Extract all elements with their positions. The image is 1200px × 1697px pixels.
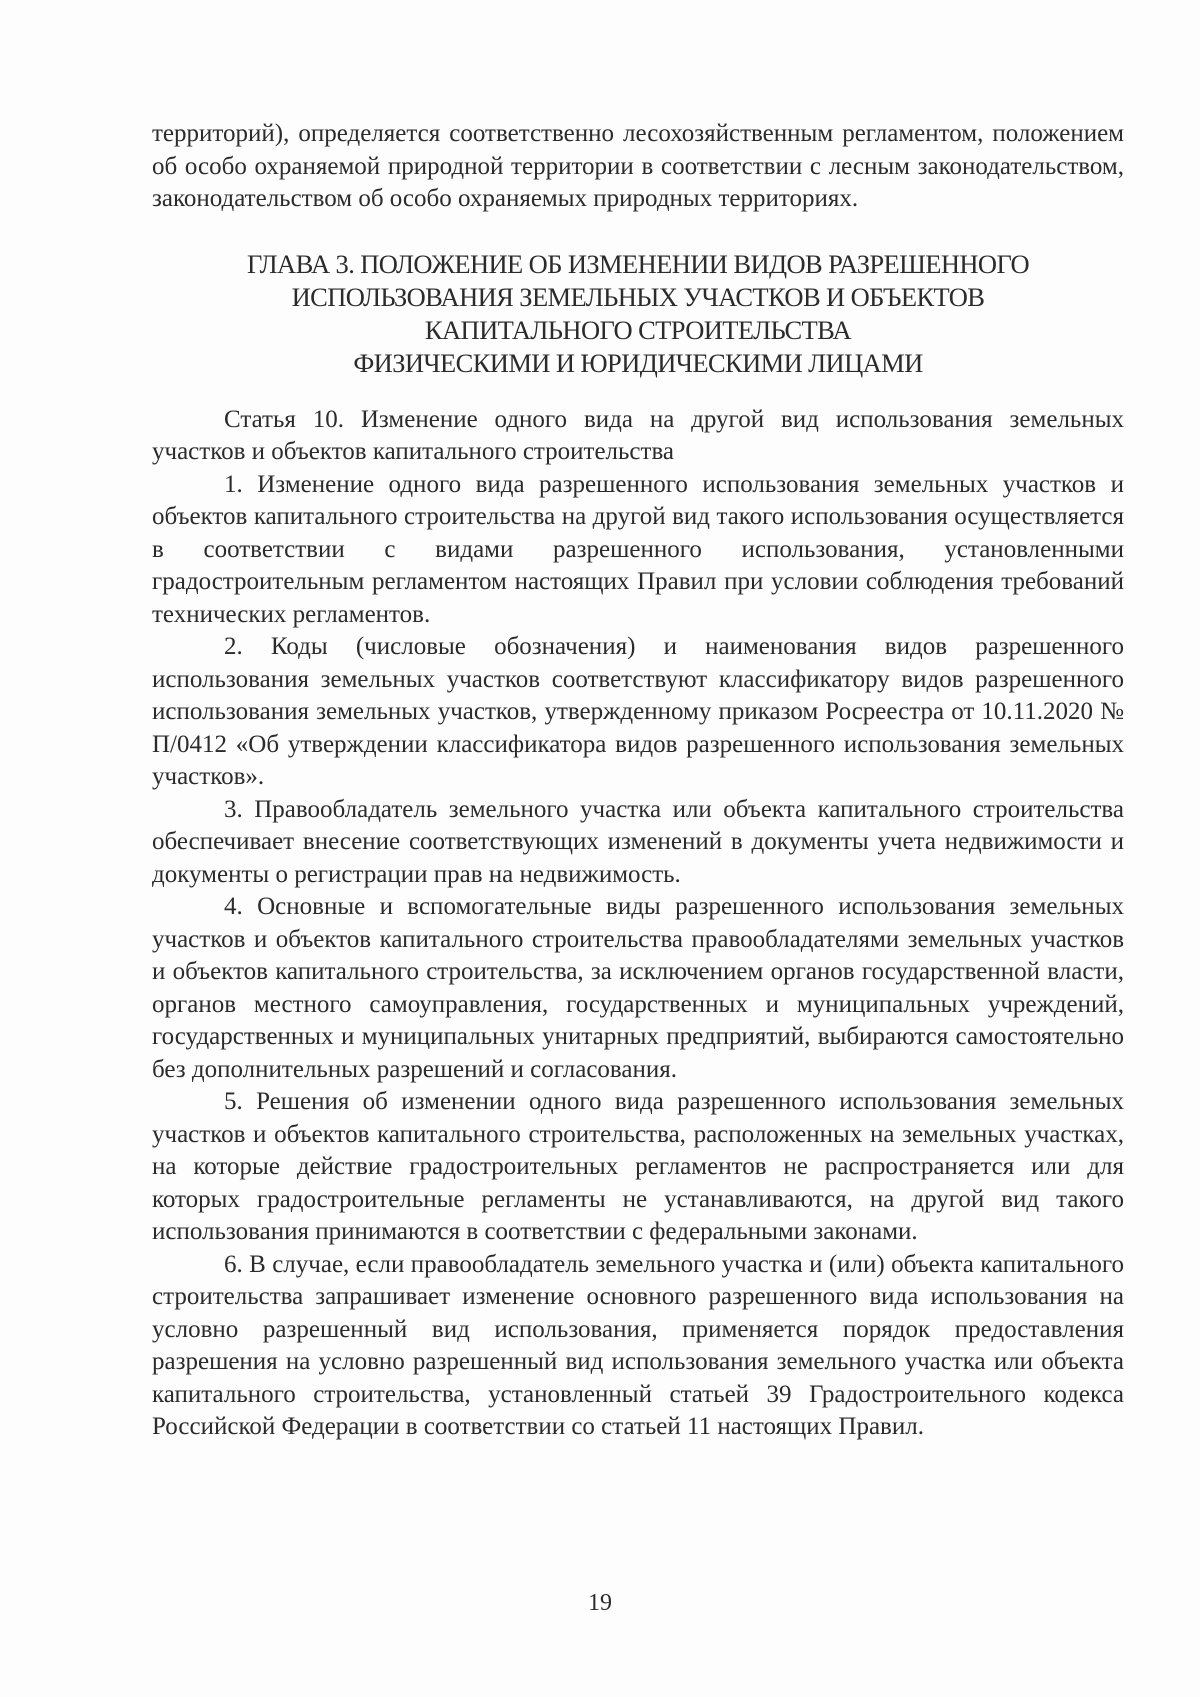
chapter-heading-line: КАПИТАЛЬНОГО СТРОИТЕЛЬСТВА <box>424 314 852 345</box>
chapter-heading-line: ФИЗИЧЕСКИМИ И ЮРИДИЧЕСКИМИ ЛИЦАМИ <box>353 347 923 378</box>
chapter-heading-line: ГЛАВА 3. ПОЛОЖЕНИЕ ОБ ИЗМЕНЕНИИ ВИДОВ РАЗРЕШЕННОГО <box>246 248 1030 279</box>
article-item-5: 5. Решения об изменении одного вида разрешенного использования земельных участков и объектов капитального строительства, расположенных на земельных участках, на которые действие градостроительных регламентов не распространяется или для которых градостроительные регламенты не устанавливаются, на другой вид такого использования принимаются в соответствии с федеральными законами. <box>152 1088 1124 1245</box>
article-item-1: 1. Изменение одного вида разрешенного использования земельных участков и объектов капитального строительства на другой вид такого использования осуществляется в соответствии с видами разрешенного использования, установленными градостроительным регламентом настоящих Правил при условии соблюдения требований технических регламентов. <box>152 470 1124 628</box>
page-content <box>152 118 1124 1444</box>
chapter-heading-line: ИСПОЛЬЗОВАНИЯ ЗЕМЕЛЬНЫХ УЧАСТКОВ И ОБЪЕКТОВ <box>291 281 985 312</box>
chapter-heading <box>152 248 1124 380</box>
page-number: 19 <box>588 1590 612 1616</box>
article-heading: Статья 10. Изменение одного вида на другой вид использования земельных участков и объектов капитального строительства <box>152 405 1124 465</box>
article-item-6: 6. В случае, если правообладатель земельного участка и (или) объекта капитального строительства запрашивает изменение основного разрешенного вида использования на условно разрешенный вид использования, применяется порядок предоставления разрешения на условно разрешенный вид использования земельного участка или объекта капитального строительства, установленный статьей 39 Градостроительного кодекса Российской Федерации в соответствии со статьей 11 настоящих Правил. <box>152 1250 1124 1440</box>
article-item-2: 2. Коды (числовые обозначения) и наименования видов разрешенного использования земельных участков соответствуют классификатору видов разрешенного использования земельных участков, утвержденному приказом Росреестра от 10.11.2020 № П/0412 «Об утверждении классификатора видов разрешенного использования земельных участков». <box>152 633 1124 790</box>
article-item-4: 4. Основные и вспомогательные виды разрешенного использования земельных участков и объектов капитального строительства правообладателями земельных участков и объектов капитального строительства, за исключением органов государственной власти, органов местного самоуправления, государственных и муниципальных учреждений, государственных и муниципальных унитарных предприятий, выбираются самостоятельно без дополнительных разрешений и согласования. <box>152 893 1124 1083</box>
article-item-3: 3. Правообладатель земельного участка или объекта капитального строительства обеспечивает внесение соответствующих изменений в документы учета недвижимости и документы о регистрации прав на недвижимость. <box>152 795 1124 888</box>
intro-paragraph: территорий), определяется соответственно лесохозяйственным регламентом, положением об особо охраняемой природной территории в соответствии с лесным законодательством, законодательством об особо охраняемых природных территориях. <box>152 120 1124 212</box>
